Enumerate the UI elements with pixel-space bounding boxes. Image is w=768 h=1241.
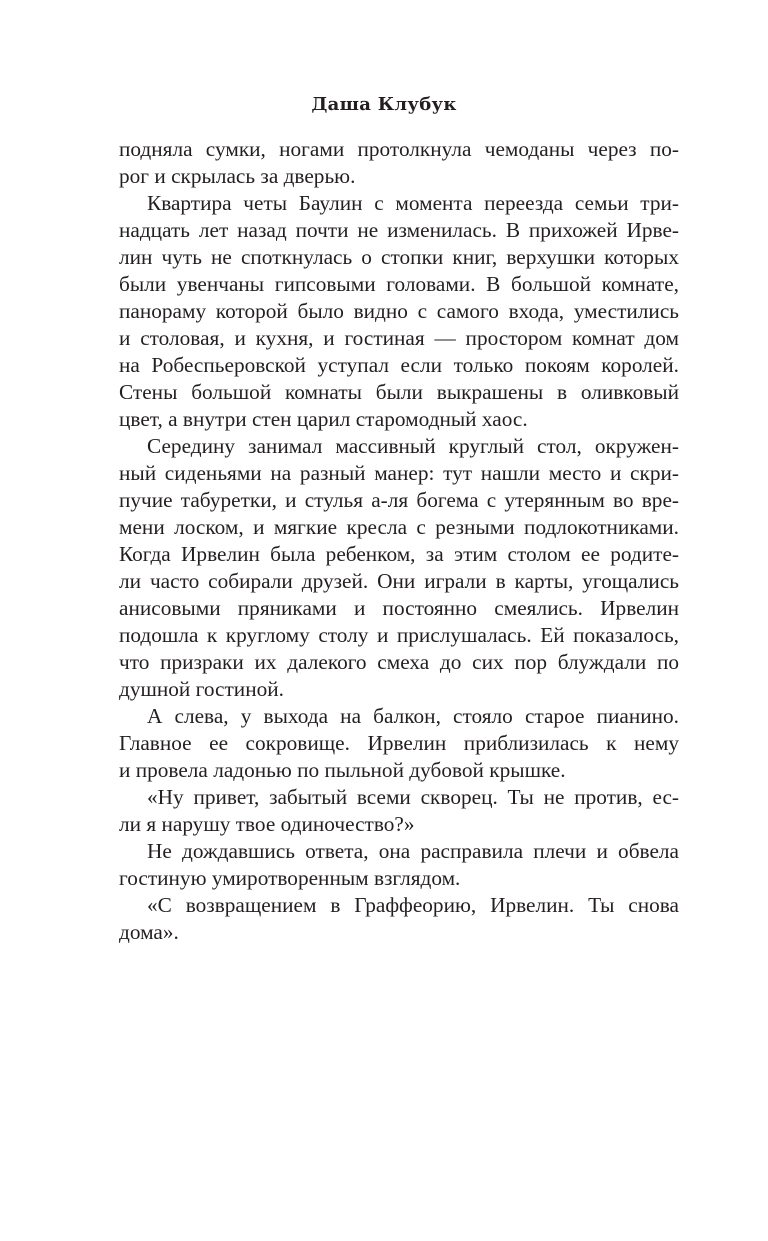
text-line: подняла сумки, ногами протолкнула чемоданы через по-: [119, 137, 679, 161]
text-line: и провела ладонью по пыльной дубовой крышке.: [119, 758, 566, 782]
text-line: Квартира четы Баулин с момента переезда семьи три-: [147, 191, 679, 215]
text-line: Не дождавшись ответа, она расправила плечи и обвела: [147, 839, 679, 863]
text-line: Главное ее сокровище. Ирвелин приблизилась к нему: [119, 731, 679, 755]
text-line: лин чуть не споткнулась о стопки книг, верхушки которых: [119, 245, 679, 269]
text-line: Стены большой комнаты были выкрашены в оливковый: [119, 380, 679, 404]
text-line: ли часто собирали друзей. Они играли в карты, угощались: [119, 569, 679, 593]
text-line: надцать лет назад почти не изменилась. В прихожей Ирве-: [119, 218, 679, 242]
text-line: и столовая, и кухня, и гостиная — простором комнат дом: [119, 326, 679, 350]
text-line: А слева, у выхода на балкон, стояло старое пианино.: [147, 704, 679, 728]
text-line: «Ну привет, забытый всеми скворец. Ты не против, ес-: [147, 785, 679, 809]
text-line: подошла к круглому столу и прислушалась. Ей показалось,: [119, 623, 679, 647]
text-line: гостиную умиротворенным взглядом.: [119, 866, 461, 890]
text-line: ный сиденьями на разный манер: тут нашли место и скри-: [119, 461, 679, 485]
text-line: на Робеспьеровской уступал если только покоям королей.: [119, 353, 679, 377]
running-head-author: Даша Клубук: [311, 94, 457, 115]
text-line: Когда Ирвелин была ребенком, за этим столом ее родите-: [119, 542, 679, 566]
text-line: панораму которой было видно с самого входа, уместились: [119, 299, 679, 323]
text-line: цвет, а внутри стен царил старомодный хаос.: [119, 407, 528, 431]
text-line: дома».: [119, 920, 179, 944]
text-line: «С возвращением в Граффеорию, Ирвелин. Ты снова: [147, 893, 679, 917]
text-line: рог и скрылась за дверью.: [119, 164, 356, 188]
text-line: душной гостиной.: [119, 677, 284, 701]
text-line: анисовыми пряниками и постоянно смеялись. Ирвелин: [119, 596, 679, 620]
text-line: мени лоском, и мягкие кресла с резными подлокотниками.: [119, 515, 679, 539]
text-line: ли я нарушу твое одиночество?»: [119, 812, 415, 836]
text-line: что призраки их далекого смеха до сих пор блуждали по: [119, 650, 679, 674]
text-line: пучие табуретки, и стулья а-ля богема с утерянным во вре-: [119, 488, 679, 512]
body-text: [119, 136, 679, 946]
text-line: Середину занимал массивный круглый стол, окружен-: [147, 434, 679, 458]
text-line: были увенчаны гипсовыми головами. В большой комнате,: [119, 272, 679, 296]
